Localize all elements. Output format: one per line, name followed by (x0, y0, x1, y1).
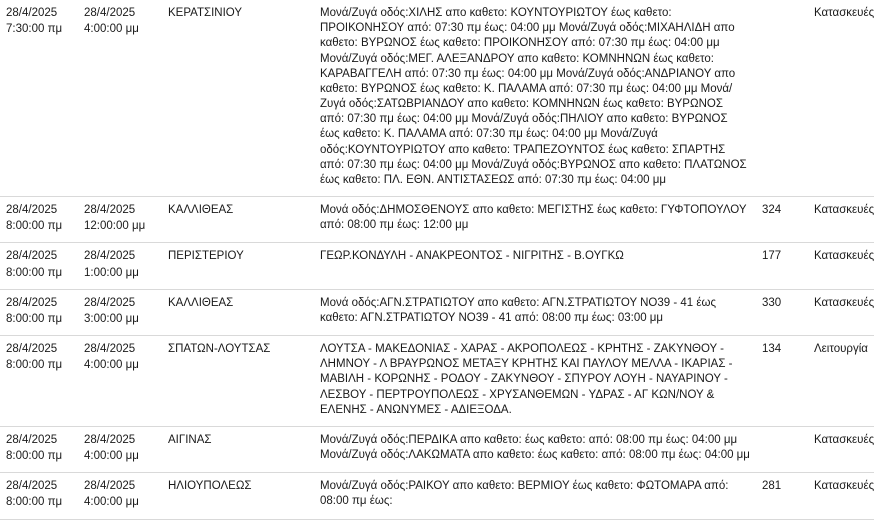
date-to-date: 28/4/2025 (84, 480, 136, 493)
date-to-date: 28/4/2025 (84, 7, 136, 19)
cell-number: 134 (756, 336, 808, 427)
cell-area: ΑΙΓΙΝΑΣ (162, 426, 314, 472)
date-from-time: 8:00:00 πμ (6, 359, 63, 372)
date-from-time: 7:30:00 πμ (6, 23, 63, 36)
cell-type: Κατασκευές (808, 0, 874, 197)
cell-number (756, 426, 808, 472)
date-from-date: 28/4/2025 (6, 343, 58, 356)
cell-type: Λειτουργία (808, 336, 874, 427)
cell-area: ΗΛΙΟΥΠΟΛΕΩΣ (162, 473, 314, 519)
date-to-time: 4:00:00 μμ (84, 359, 139, 372)
cell-date-to (78, 336, 162, 427)
cell-type: Κατασκευές (808, 473, 874, 519)
cell-date-to (78, 473, 162, 519)
date-from-time: 8:00:00 πμ (6, 220, 63, 233)
cell-area: ΚΑΛΛΙΘΕΑΣ (162, 289, 314, 335)
cell-date-from (0, 243, 78, 289)
date-from-time: 8:00:00 πμ (6, 496, 63, 509)
table-row[interactable] (0, 336, 874, 427)
cell-type: Κατασκευές (808, 243, 874, 289)
date-to-date: 28/4/2025 (84, 204, 136, 217)
cell-number: 330 (756, 289, 808, 335)
cell-area: ΠΕΡΙΣΤΕΡΙΟΥ (162, 243, 314, 289)
date-to-date: 28/4/2025 (84, 296, 136, 309)
cell-date-from (0, 0, 78, 197)
cell-date-to (78, 243, 162, 289)
cell-number: 324 (756, 197, 808, 243)
cell-date-to (78, 0, 162, 197)
date-to-date: 28/4/2025 (84, 433, 136, 446)
date-from-time: 8:00:00 πμ (6, 312, 63, 325)
table-row[interactable] (0, 289, 874, 335)
date-to-date: 28/4/2025 (84, 343, 136, 356)
cell-type: Κατασκευές (808, 197, 874, 243)
cell-date-from (0, 473, 78, 519)
cell-description: Μονά/Ζυγά οδός:ΡΑΙΚΟΥ απο καθετο: ΒΕΡΜΙΟΥ έως καθετο: ΦΩΤΟΜΑΡΑ από: 08:00 πμ έως: (314, 473, 756, 519)
date-to-time: 4:00:00 μμ (84, 496, 139, 509)
date-to-time: 1:00:00 μμ (84, 266, 139, 279)
date-to-time: 4:00:00 μμ (84, 23, 139, 36)
cell-area: ΚΑΛΛΙΘΕΑΣ (162, 197, 314, 243)
cell-area: ΚΕΡΑΤΣΙΝΙΟΥ (162, 0, 314, 197)
cell-type: Κατασκευές (808, 289, 874, 335)
cell-description: Μονά/Ζυγά οδός:ΧΙΛΗΣ απο καθετο: ΚΟΥΝΤΟΥΡΙΩΤΟΥ έως καθετο: ΠΡΟΙΚΟΝΗΣΟΥ από: 07:30 πμ έως: 04:00 μμ Μονά/Ζυγά οδός:ΜΙΧΑΗΛΙΔΗ απο καθετο: ΒΥΡΩΝΟΣ έως καθετο: ΠΡΟΙΚΟΝΗΣΟΥ από: 07:30 πμ έως: 04:00 μμ Μονά/Ζυγά οδός:ΜΕΓ. ΑΛΕΞΑΝΔΡΟΥ απο καθετο: ΚΟΜΝΗΝΩΝ έως καθετο: ΚΑΡΑΒΑΓΓΕΛΗ από: 07:30 πμ έως: 04:00 μμ Μονά/Ζυγά οδός:ΑΝΔΡΙΑΝΟΥ απο καθετο: ΒΥΡΩΝΟΣ έως καθετο: Κ. ΠΑΛΑΜΑ από: 07:30 πμ έως: 04:00 μμ Μονά/Ζυγά οδός:ΣΑΤΩΒΡΙΑΝΔΟΥ απο καθετο: ΚΟΜΝΗΝΩΝ έως καθετο: ΒΥΡΩΝΟΣ από: 07:30 πμ έως: 04:00 μμ Μονά/Ζυγά οδός:ΠΗΛΙΟΥ απο καθετο: ΒΥΡΩΝΟΣ έως καθετο: Κ. ΠΑΛΑΜΑ από: 07:30 πμ έως: 04:00 μμ Μονά/Ζυγά οδός:ΚΟΥΝΤΟΥΡΙΩΤΟΥ απο καθετο: ΤΡΑΠΕΖΟΥΝΤΟΣ έως καθετο: ΣΠΑΡΤΗΣ από: 07:30 πμ έως: 04:00 μμ Μονά/Ζυγά οδός:ΒΥΡΩΝΟΣ απο καθετο: ΠΛΑΤΩΝΟΣ έως καθετο: ΠΛ. ΕΘΝ. ΑΝΤΙΣΤΑΣΕΩΣ από: 07:30 πμ έως: 04:00 μμ (314, 0, 756, 197)
date-to-time: 12:00:00 μμ (84, 220, 146, 233)
cell-description: ΛΟΥΤΣΑ - ΜΑΚΕΔΟΝΙΑΣ - ΧΑΡΑΣ - ΑΚΡΟΠΟΛΕΩΣ - ΚΡΗΤΗΣ - ΖΑΚΥΝΘΟΥ - ΛΗΜΝΟΥ - Λ ΒΡΑΥΡΩΝΟΣ ΜΕΤΑΞΥ ΚΡΗΤΗΣ ΚΑΙ ΠΑΥΛΟΥ ΜΕΛΛΑ - ΙΚΑΡΙΑΣ - ΜΑΒΙΛΗ - ΚΟΡΩΝΗΣ - ΡΟΔΟΥ - ΖΑΚΥΝΘΟΥ - ΣΠΥΡΟΥ ΛΟΥΗ - ΝΑΥΑΡΙΝΟΥ - ΛΕΣΒΟΥ - ΠΕΡΤΡΟΥΠΟΛΕΩΣ - ΧΡΥΣΑΝΘΕΜΩΝ - ΥΔΡΑΣ - ΑΓ ΚΩΝ/ΝΟΥ & ΕΛΕΝΗΣ - ΑΝΩΝΥΜΕΣ - ΑΔΙΕΞΟΔΑ. (314, 336, 756, 427)
table-row[interactable] (0, 426, 874, 472)
cell-date-from (0, 289, 78, 335)
cell-date-to (78, 426, 162, 472)
cell-number (756, 0, 808, 197)
date-from-date: 28/4/2025 (6, 250, 58, 263)
cell-date-to (78, 289, 162, 335)
date-from-time: 8:00:00 πμ (6, 450, 63, 463)
cell-description: Μονά οδός:ΑΓΝ.ΣΤΡΑΤΙΩΤΟΥ απο καθετο: ΑΓΝ.ΣΤΡΑΤΙΩΤΟΥ ΝΟ39 - 41 έως καθετο: ΑΓΝ.ΣΤΡΑΤΙΩΤΟΥ ΝΟ39 - 41 από: 08:00 πμ έως: 03:00 μμ (314, 289, 756, 335)
cell-date-from (0, 197, 78, 243)
date-from-time: 8:00:00 πμ (6, 266, 63, 279)
date-to-time: 3:00:00 μμ (84, 312, 139, 325)
date-from-date: 28/4/2025 (6, 480, 58, 493)
cell-date-to (78, 197, 162, 243)
cell-description: Μονά/Ζυγά οδός:ΠΕΡΔΙΚΑ απο καθετο: έως καθετο: από: 08:00 πμ έως: 04:00 μμ Μονά/Ζυγά οδός:ΛΑΚΩΜΑΤΑ απο καθετο: έως καθετο: από: 08:00 πμ έως: 04:00 μμ (314, 426, 756, 472)
table-row[interactable] (0, 0, 874, 197)
cell-type: Κατασκευές (808, 426, 874, 472)
date-from-date: 28/4/2025 (6, 204, 58, 217)
date-to-date: 28/4/2025 (84, 250, 136, 263)
date-from-date: 28/4/2025 (6, 296, 58, 309)
cell-number: 281 (756, 473, 808, 519)
date-to-time: 4:00:00 μμ (84, 450, 139, 463)
table-row[interactable] (0, 197, 874, 243)
cell-date-from (0, 336, 78, 427)
cell-date-from (0, 426, 78, 472)
date-from-date: 28/4/2025 (6, 7, 58, 19)
cell-description: Μονά οδός:ΔΗΜΟΣΘΕΝΟΥΣ απο καθετο: ΜΕΓΙΣΤΗΣ έως καθετο: ΓΥΦΤΟΠΟΥΛΟΥ από: 08:00 πμ έως: 12:00 μμ (314, 197, 756, 243)
cell-description: ΓΕΩΡ.ΚΟΝΔΥΛΗ - ΑΝΑΚΡΕΟΝΤΟΣ - ΝΙΓΡΙΤΗΣ - Β.ΟΥΓΚΩ (314, 243, 756, 289)
table-row[interactable] (0, 243, 874, 289)
table-row[interactable] (0, 473, 874, 519)
cell-number: 177 (756, 243, 808, 289)
cell-area: ΣΠΑΤΩΝ-ΛΟΥΤΣΑΣ (162, 336, 314, 427)
date-from-date: 28/4/2025 (6, 433, 58, 446)
